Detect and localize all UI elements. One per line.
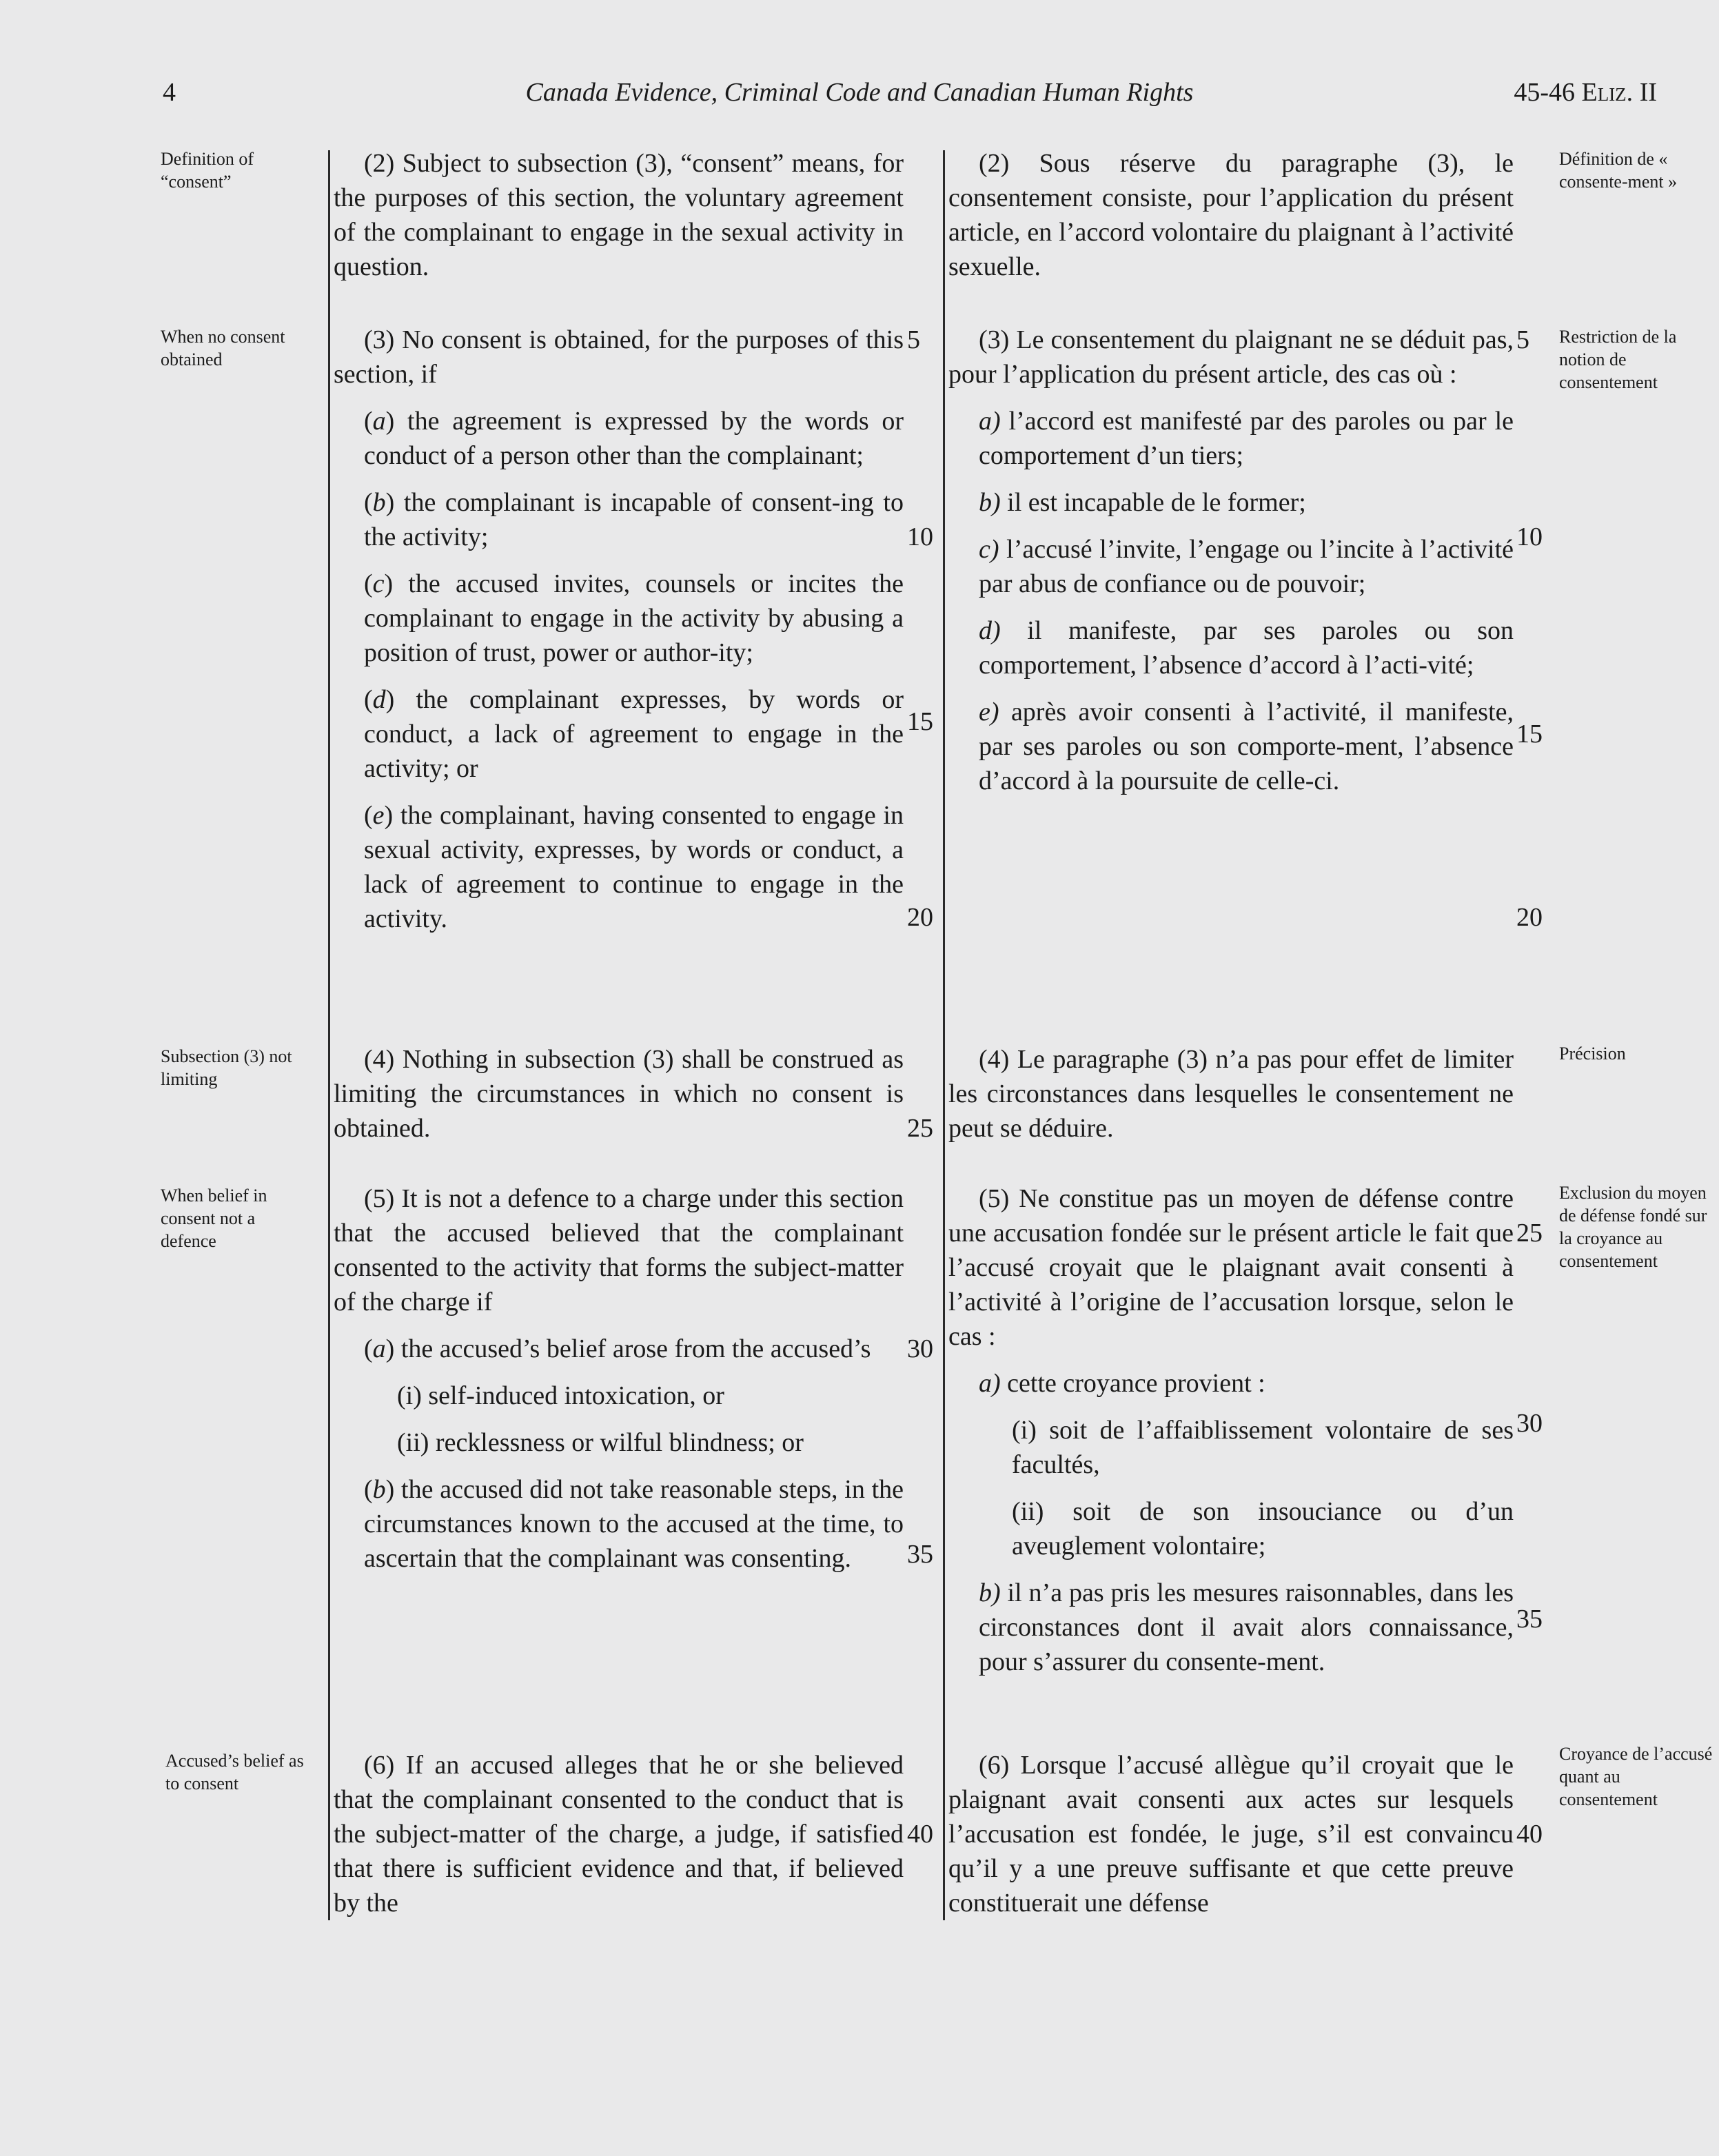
margin-note-en: When belief in consent not a defence: [161, 1186, 267, 1251]
fr-subsection-5: (5) Ne constitue pas un moyen de défense contre une accusation fondée sur le présent article le fait que l’accusé croyait que le plaignant avait consenti à l’activité à l’origine de l’accusation lorsque, selon le cas : a) cette croyance provient : (i) soit de l’affaiblissement volontaire de ses facultés, (ii) soit de son insouciance ou d’un aveuglement volontaire; b) il n’a pas pris les mesures raisonnables, dans les circonstances dont il avait alors connaissance, pour s’assurer du consente-ment.: [948, 1184, 1514, 1676]
column-rule-left: [328, 150, 330, 1920]
margin-note-en: When no consent obtained: [161, 327, 285, 369]
en-subsection-4: (4) Nothing in subsection (3) shall be construed as limiting the circumstances in which no consent is obtained.: [334, 1045, 904, 1143]
line-number: 5: [907, 325, 920, 354]
page-number: 4: [163, 78, 176, 107]
en-subsection-3: (3) No consent is obtained, for the purposes of this section, if (a) the agreement is expressed by the words or conduct of a person other than the complainant; (b) the complainant is incapable of consent-ing to the activity; (c) the accused invites, counsels or incites the complainant to engage in the activity by abusing a position of trust, power or author-ity; (d) the complainant expresses, by words or conduct, a lack of agreement to engage in the activity; or (e) the complainant, having consented to engage in sexual activity, expresses, by words or conduct, a lack of agreement to continue to engage in the activity.: [334, 325, 904, 933]
line-number: 15: [1516, 720, 1543, 749]
line-number: 15: [907, 707, 933, 736]
margin-note-fr: Restriction de la notion de consentement: [1559, 327, 1677, 392]
en-subsection-5: (5) It is not a defence to a charge under this section that the accused believed that the complainant consented to the activity that forms the subject-matter of the charge if (a) the accused’s belief arose from the accused’s (i) self-induced intoxication, or (ii) recklessness or wilful blindness; or (b) the accused did not take reasonable steps, in the circumstances known to the accused at the time, to ascertain that the complainant was consenting.: [334, 1184, 904, 1573]
margin-note-en: Accused’s belief as to consent: [165, 1751, 304, 1793]
fr-subsection-2: (2) Sous réserve du paragraphe (3), le consentement consiste, pour l’application du présent article, en l’accord volontaire du plaignant à l’activité sexuelle.: [948, 149, 1514, 281]
line-number: 40: [1516, 1820, 1543, 1849]
fr-subsection-6: (6) Lorsque l’accusé allègue qu’il croyait que le plaignant avait consenti aux actes sur lesquels l’accusation est fondée, le juge, s’il est convaincu qu’il y a une preuve suffisante et que cette preuve constituerait une défense: [948, 1751, 1514, 1918]
margin-note-en: Definition of “consent”: [161, 149, 254, 192]
regnal-year: 45-46 Eliz. II: [1514, 78, 1657, 107]
line-number: 10: [907, 522, 933, 551]
margin-note-fr: Définition de « consente-ment »: [1559, 149, 1678, 192]
line-number: 30: [907, 1334, 933, 1363]
column-rule-center: [943, 150, 945, 1920]
en-subsection-6: (6) If an accused alleges that he or she believed that the complainant consented to the conduct that is the subject-matter of the charge, a judge, if satisfied that there is sufficient evidence and that, if believed by the: [334, 1751, 904, 1918]
margin-note-fr: Précision: [1559, 1044, 1626, 1064]
line-number: 25: [907, 1114, 933, 1143]
margin-note-fr: Croyance de l’accusé quant au consentement: [1559, 1744, 1713, 1809]
line-number: 35: [1516, 1605, 1543, 1634]
line-number: 20: [907, 903, 933, 932]
en-subsection-2: (2) Subject to subsection (3), “consent” means, for the purposes of this section, the voluntary agreement of the complainant to engage in the sexual activity in question.: [334, 149, 904, 281]
line-number: 10: [1516, 522, 1543, 551]
fr-subsection-4: (4) Le paragraphe (3) n’a pas pour effet de limiter les circonstances dans lesquelles le consentement ne peut se déduire.: [948, 1045, 1514, 1143]
line-number: 30: [1516, 1409, 1543, 1438]
line-number: 35: [907, 1540, 933, 1569]
margin-note-fr: Exclusion du moyen de défense fondé sur la croyance au consentement: [1559, 1183, 1707, 1271]
line-number: 40: [907, 1820, 933, 1849]
margin-note-en: Subsection (3) not limiting: [161, 1046, 292, 1089]
fr-subsection-3: (3) Le consentement du plaignant ne se déduit pas, pour l’application du présent article, des cas où : a) l’accord est manifesté par des paroles ou par le comportement d’un tiers; b) il est incapable de le former; c) l’accusé l’invite, l’engage ou l’incite à l’activité par abus de confiance ou de pouvoir; d) il manifeste, par ses paroles ou son comportement, l’absence d’accord à l’acti-vité; e) après avoir consenti à l’activité, il manifeste, par ses paroles ou son comporte-ment, l’absence d’accord à la poursuite de celle-ci.: [948, 325, 1514, 795]
running-title: Canada Evidence, Criminal Code and Canadian Human Rights: [525, 78, 1194, 107]
line-number: 25: [1516, 1219, 1543, 1248]
line-number: 20: [1516, 903, 1543, 932]
line-number: 5: [1516, 325, 1529, 354]
